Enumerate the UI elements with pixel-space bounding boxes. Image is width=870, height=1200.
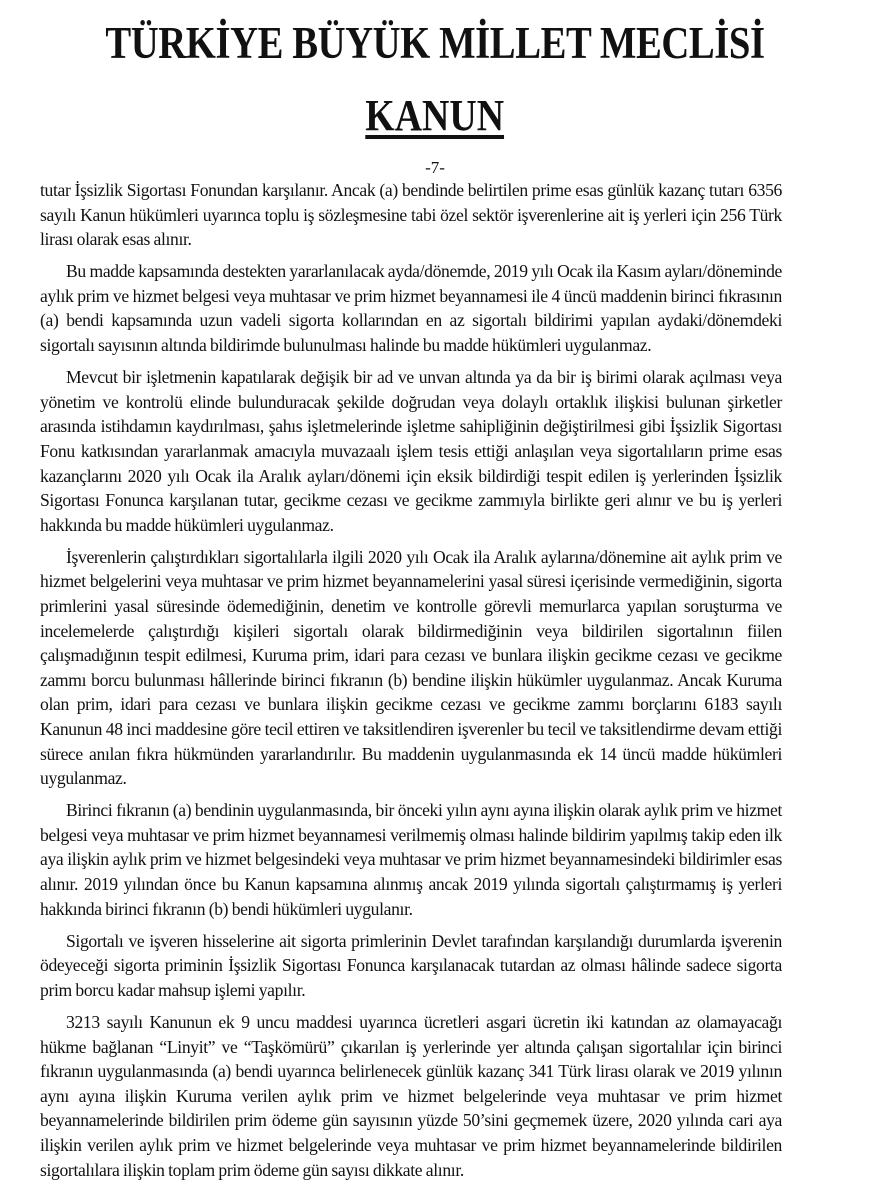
- institution-title: TÜRKİYE BÜYÜK MİLLET MECLİSİ: [105, 18, 765, 68]
- paragraph: Bu madde kapsamında destekten yararlanılacak ayda/dönemde, 2019 yılı Ocak ila Kasım ayları/döneminde aylık prim ve hizmet belgesi veya muhtasar ve prim hizmet beyannamesi ile 4 üncü maddenin birinci fıkrasının (a) bendi kapsamında uzun vadeli sigorta kollarından en az sigortalı bildirimi yapılan aydaki/dönemdeki sigortalı sayısının altında bildirimde bulunulması halinde bu madde hükümleri uygulanmaz.: [40, 261, 782, 356]
- document-type-title: KANUN: [365, 91, 505, 140]
- paragraph: Sigortalı ve işveren hisselerine ait sigorta primlerinin Devlet tarafından karşılandığı durumlarda işverenin ödeyeceği sigorta priminin İşsizlik Sigortası Fonunca karşılanacak tutardan az olması hâlinde sadece sigorta prim borcu kadar mahsup işlemi yapılır.: [40, 930, 782, 1000]
- law-title-wrapper: [0, 92, 870, 147]
- page-number: -7-: [425, 158, 445, 177]
- paragraph-continuation: tutar İşsizlik Sigortası Fonundan karşılanır. Ancak (a) bendinde belirtilen prime esas günlük kazanç tutarı 6356 sayılı Kanun hükümleri uyarınca toplu iş sözleşmesine tabi özel sektör işverenlerine ait iş yerleri için 256 Türk lirası olarak esas alınır.: [40, 180, 782, 250]
- paragraph: Mevcut bir işletmenin kapatılarak değişik bir ad ve unvan altında ya da bir iş birimi olarak açılması veya yönetim ve kontrolü elinde bulunduracak şekilde doğrudan veya dolaylı ortaklık ilişkisi bulunan şirketler arasında istihdamın kaydırılması, şahıs işletmelerinde işletme sahipliğinin değiştirilmesi gibi İşsizlik Sigortası Fonu katkısından yararlanmak amacıyla muvazaalı işlem tesis ettiği anlaşılan veya sigortalıların prime esas kazançlarını 2020 yılı Ocak ila Aralık ayları/dönemi için eksik bildirdiği tespit edilen iş yerlerinden İşsizlik Sigortası Fonunca karşılanan tutar, gecikme cezası ve gecikme zammıyla birlikte geri alınır ve bu iş yerleri hakkında bu madde hükümleri uygulanmaz.: [40, 367, 782, 535]
- paragraph: Birinci fıkranın (a) bendinin uygulanmasında, bir önceki yılın aynı ayına ilişkin olarak aylık prim ve hizmet belgesi veya muhtasar ve prim hizmet beyannamesi verilmemiş olması halinde bildirim yapılmış takip eden ilk aya ilişkin aylık prim ve hizmet belgesindeki veya muhtasar ve prim hizmet beyannamesindeki bildirimler esas alınır. 2019 yılından önce bu Kanun kapsamına alınmış ancak 2019 yılında sigortalı çalıştırmamış iş yerleri hakkında birinci fıkranın (b) bendi hükümleri uygulanır.: [40, 800, 782, 919]
- paragraph: 3213 sayılı Kanunun ek 9 uncu maddesi uyarınca ücretleri asgari ücretin iki katından az olamayacağı hükme bağlanan “Linyit” ve “Taşkömürü” çıkarılan iş yerlerinde yer altında çalışan sigortalılar için birinci fıkranın uygulanmasında (a) bendi uyarınca belirlenecek günlük kazanç 341 Türk lirası olarak ve 2019 yılının aynı ayına ilişkin Kuruma verilen aylık prim ve hizmet belgelerinde veya muhtasar ve prim hizmet beyannamelerinde bildirilen prim ödeme gün sayısının yüzde 50’sini geçmemek üzere, 2020 yılında cari aya ilişkin verilen aylık prim ve hizmet belgelerinde veya muhtasar ve prim hizmet beyannamelerinde bildirilen sigortalılara ilişkin toplam prim ödeme gün sayısı dikkate alınır.: [40, 1012, 782, 1180]
- paragraph: İşverenlerin çalıştırdıkları sigortalılarla ilgili 2020 yılı Ocak ila Aralık aylarına/dönemine ait aylık prim ve hizmet belgelerini veya muhtasar ve prim hizmet beyannamelerini yasal süresi içerisinde vermediğinin, sigorta primlerini yasal süresinde ödemediğinin, denetim ve kontrolle görevli memurlarca yapılan soruşturma ve incelemelerde çalıştırdığı kişileri sigortalı olarak bildirmediğinin veya bildirilen sigortalının fiilen çalışmadığının tespit edilmesi, Kuruma prim, idari para cezası ve bunlara ilişkin gecikme cezası ve gecikme zammı borcu bulunması hâllerinde birinci fıkranın (b) bendine ilişkin hükümler uygulanmaz. Ancak Kuruma olan prim, idari para cezası ve bunlara ilişkin gecikme cezası ve gecikme zammı borçlarını 6183 sayılı Kanunun 48 inci maddesine göre tecil ettiren ve taksitlendiren işverenler bu tecil ve taksitlendirme devam ettiği sürece anılan fıkra hükmünden yararlandırılır. Bu maddenin uygulanmasında ek 14 üncü madde hükümleri uygulanmaz.: [40, 546, 782, 789]
- law-body-text: [40, 178, 782, 1190]
